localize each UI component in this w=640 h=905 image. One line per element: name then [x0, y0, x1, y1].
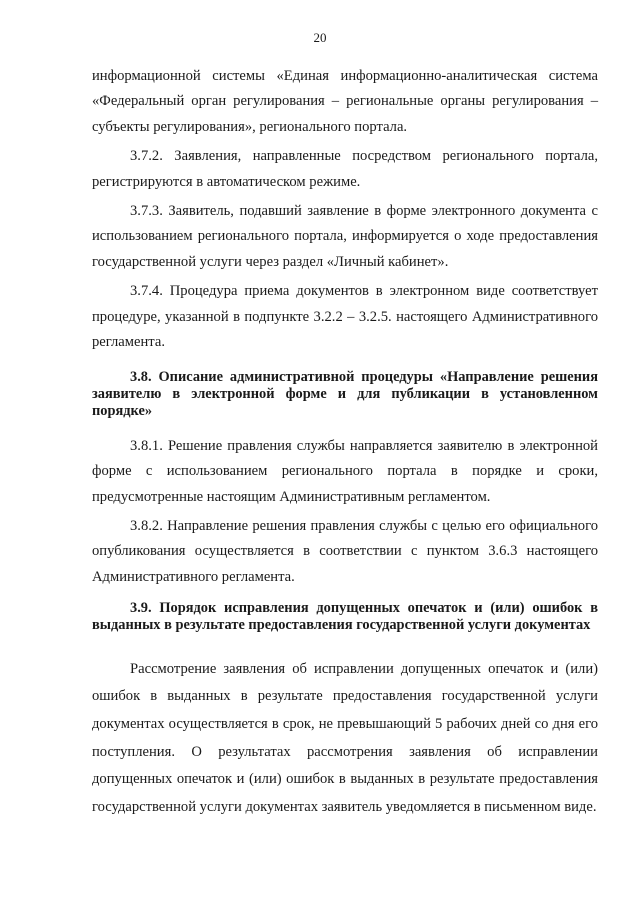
document-body	[92, 64, 598, 821]
paragraph-3-9: Рассмотрение заявления об исправлении допущенных опечаток и (или) ошибок в выданных в результате предоставления государственной услуги документах осуществляется в срок, не превышающий 5 рабочих дней со дня его поступления. О результатах рассмотрения заявления об исправлении допущенных опечаток и (или) ошибок в выданных в результате предоставления государственной услуги документах заявитель уведомляется в письменном виде.	[92, 660, 598, 815]
paragraph-3-8-1: 3.8.1. Решение правления службы направляется заявителю в электронной форме с использованием регионального портала в порядке и сроки, предусмотренные настоящим Административным регламентом.	[92, 437, 598, 505]
paragraph-3-8-2: 3.8.2. Направление решения правления службы с целью его официального опубликования осуществляется в соответствии с пунктом 3.6.3 настоящего Административного регламента.	[92, 518, 598, 585]
paragraph-3-7-4: 3.7.4. Процедура приема документов в электронном виде соответствует процедуре, указанной в подпункте 3.2.2 – 3.2.5. настоящего Административного регламента.	[92, 283, 598, 351]
page-number: 20	[313, 30, 327, 45]
section-heading-3-8: 3.8. Описание административной процедуры «Направление решения заявителю в электронной форме и для публикации в установленном порядке»	[92, 369, 598, 420]
paragraph-3-7-3: 3.7.3. Заявитель, подавший заявление в форме электронного документа с использованием регионального портала, информируется о ходе предоставления государственной услуги через раздел «Личный кабинет».	[92, 203, 598, 270]
paragraph-continuation: информационной системы «Единая информационно-аналитическая система «Федеральный орган регулирования – региональные органы регулирования – субъекты регулирования», регионального портала.	[92, 68, 598, 135]
paragraph-3-7-2: 3.7.2. Заявления, направленные посредством регионального портала, регистрируются в автоматическом режиме.	[92, 148, 598, 190]
section-heading-3-9: 3.9. Порядок исправления допущенных опечаток и (или) ошибок в выданных в результате предоставления государственной услуги документах	[92, 600, 598, 634]
